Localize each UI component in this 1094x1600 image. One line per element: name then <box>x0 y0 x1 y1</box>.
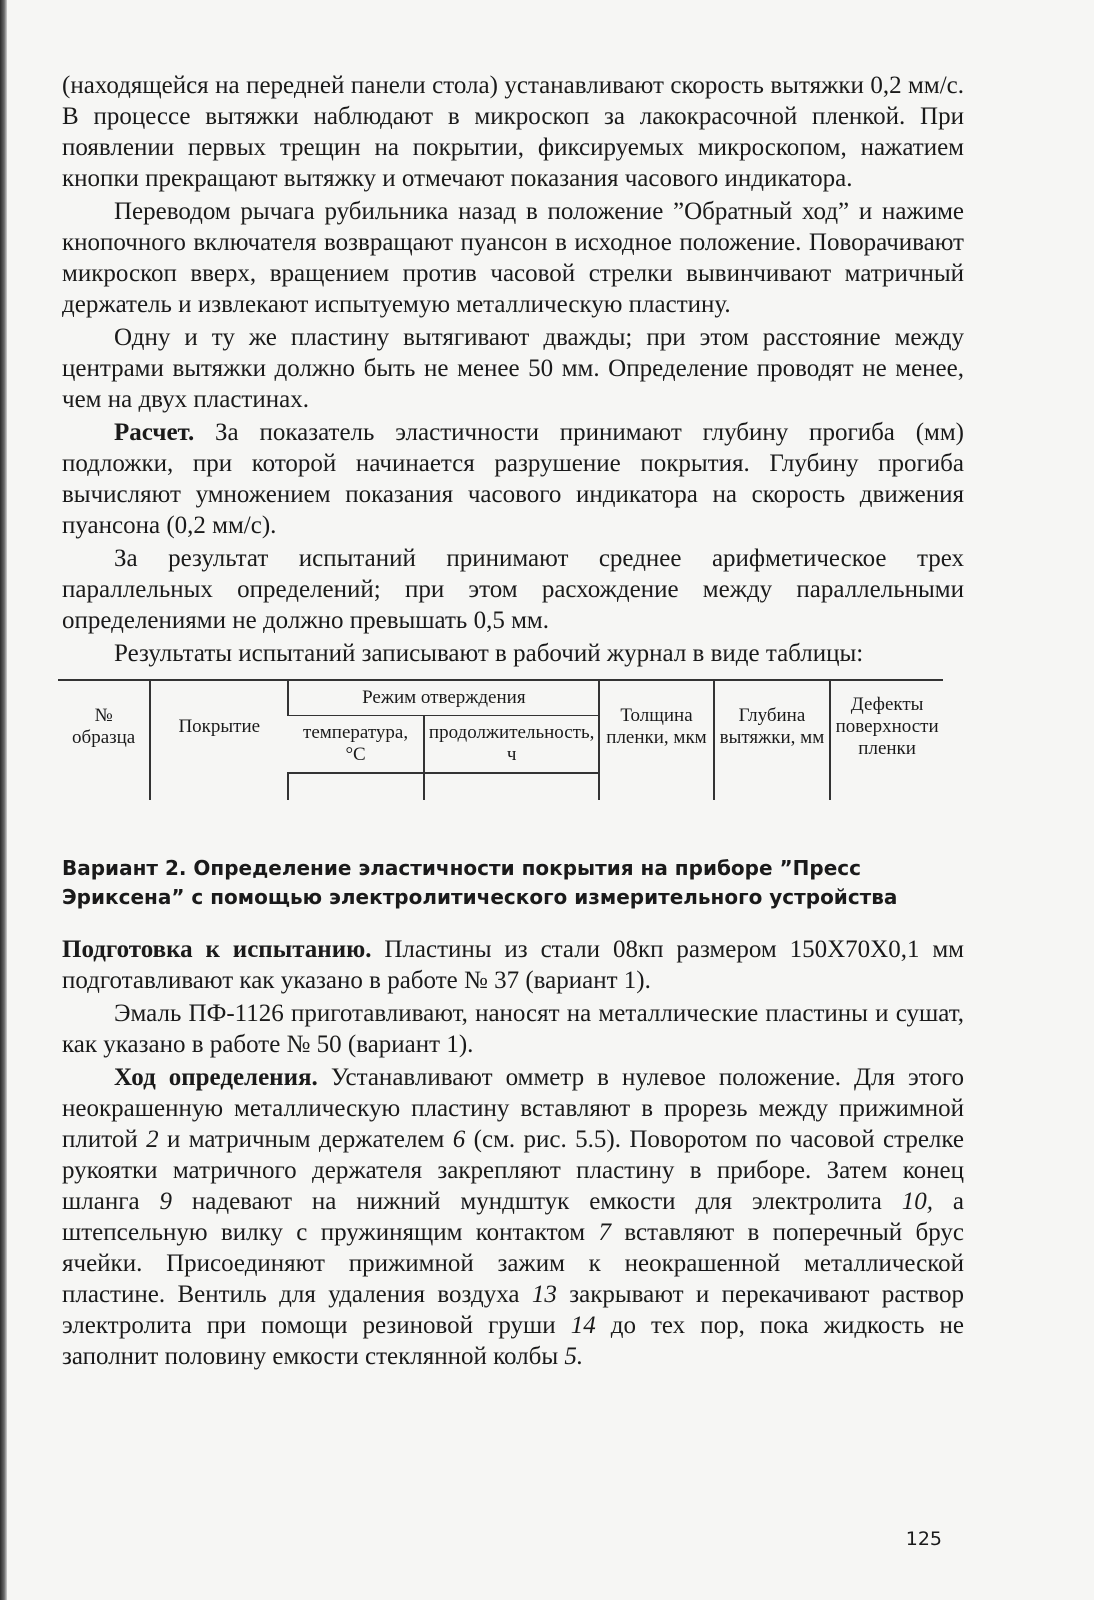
table-cell <box>424 773 600 800</box>
paragraph-reverse-stroke: Переводом рычага рубильника назад в положение ”Обратный ход” и нажиме кнопочного включателя возвращают пуансон в исходное положение. Поворачивают микроскоп вверх, вращением против часовой стрелки вывинчивают матричный держатель и извлекают испытуемую металлическую пластину. <box>62 198 964 318</box>
procedure-text: вставляют в поперечный брус ячейки. Присоединяют прижимной зажим к неокрашенной металлической пластине. Вентиль для удаления воздуха <box>62 1219 964 1308</box>
page-binding-edge <box>0 0 7 1600</box>
procedure-text: до тех пор, пока жидкость не заполнит половину емкости стеклянной колбы <box>62 1312 964 1370</box>
table-cell <box>58 773 150 800</box>
page-number: 125 <box>905 1528 942 1550</box>
col-stretch-depth: Глубина вытяжки, мм <box>714 680 831 773</box>
procedure-text: надевают на нижний мундштук емкости для электролита <box>171 1188 902 1215</box>
figure-ref: 6 <box>452 1126 466 1153</box>
paragraph-calculation <box>62 417 964 541</box>
paragraph-result: За результат испытаний принимают среднее арифметическое трех параллельных определений; при этом расхождение между параллельными определениями не должно превышать 0,5 мм. <box>62 545 964 634</box>
calculation-lead: Расчет. <box>114 419 195 446</box>
procedure-text: закрывают и перекачивают раствор электролита при помощи резиновой груши <box>62 1281 965 1339</box>
figure-ref: 2 <box>146 1126 159 1153</box>
figure-ref: 10, <box>901 1188 933 1215</box>
paragraph-journal: Результаты испытаний записывают в рабочий журнал в виде таблицы: <box>114 640 864 667</box>
col-duration: продолжительность, ч <box>424 716 600 774</box>
col-film-thickness: Толщина пленки, мкм <box>599 680 713 773</box>
results-table <box>58 679 943 800</box>
paragraph-enamel: Эмаль ПФ-1126 приготавливают, наносят на металлические пластины и сушат, как указано в работе № 50 (вариант 1). <box>62 1000 964 1058</box>
procedure-text: а штепсельную вилку с пружинящим контактом <box>62 1188 964 1246</box>
col-surface-defects: Дефекты поверхности пленки <box>830 680 943 773</box>
table-cell <box>599 773 713 800</box>
col-curing-mode: Режим отверждения <box>288 680 599 716</box>
figure-ref: 7 <box>598 1219 611 1246</box>
procedure-text: Устанавливают омметр в нулевое положение. Для этого неокрашенную металлическую пластину вставляют в прорезь между прижимной плитой <box>62 1064 964 1153</box>
figure-ref: 9 <box>159 1188 172 1215</box>
table-cell <box>714 773 831 800</box>
figure-ref: 13 <box>531 1281 557 1308</box>
paragraph-procedure <box>62 1062 964 1372</box>
procedure-lead: Ход определения. <box>114 1064 318 1091</box>
procedure-text: и матричным держателем <box>158 1126 453 1153</box>
paragraph-continued: (находящейся на передней панели стола) устанавливают скорость вытяжки 0,2 мм/с. В процессе вытяжки наблюдают в микроскоп за лакокрасочной пленкой. При появлении первых трещин на покрытии, фиксируемых микроскопом, нажатием кнопки прекращают вытяжку и отмечают показания часового индикатора. <box>62 72 964 192</box>
variant-heading: Вариант 2. Определение эластичности покрытия на приборе ”Пресс Эриксена” с помощью электролитического измерительного устройства <box>62 856 898 909</box>
col-temperature: температура, °С <box>288 716 424 774</box>
paragraph-preparation <box>62 934 964 996</box>
table-row <box>58 773 943 800</box>
figure-ref: 5. <box>564 1343 584 1370</box>
preparation-text: Пластины из стали 08кп размером 150X70X0,1 мм подготавливают как указано в работе № 37 (вариант 1). <box>62 936 964 994</box>
col-sample-number: № образца <box>58 680 150 773</box>
table-cell <box>830 773 943 800</box>
page-body <box>62 70 964 1372</box>
calculation-text: За показатель эластичности принимают глубину прогиба (мм) подложки, при которой начинается разрушение покрытия. Глубину прогиба вычисляют умножением показания часового индикатора на скорость движения пуансона (0,2 мм/с). <box>62 419 964 539</box>
table-cell <box>150 773 288 800</box>
figure-ref: 14 <box>570 1312 596 1339</box>
procedure-text: (см. рис. 5.5). Поворотом по часовой стрелке рукоятки матричного держателя закрепляют пластину в приборе. Затем конец шланга <box>62 1126 965 1215</box>
col-coating: Покрытие <box>150 680 288 773</box>
paragraph-repeat-stretch: Одну и ту же пластину вытягивают дважды; при этом расстояние между центрами вытяжки должно быть не менее 50 мм. Определение проводят не менее, чем на двух пластинах. <box>62 324 964 413</box>
preparation-lead: Подготовка к испытанию. <box>62 936 372 963</box>
table-cell <box>288 773 424 800</box>
